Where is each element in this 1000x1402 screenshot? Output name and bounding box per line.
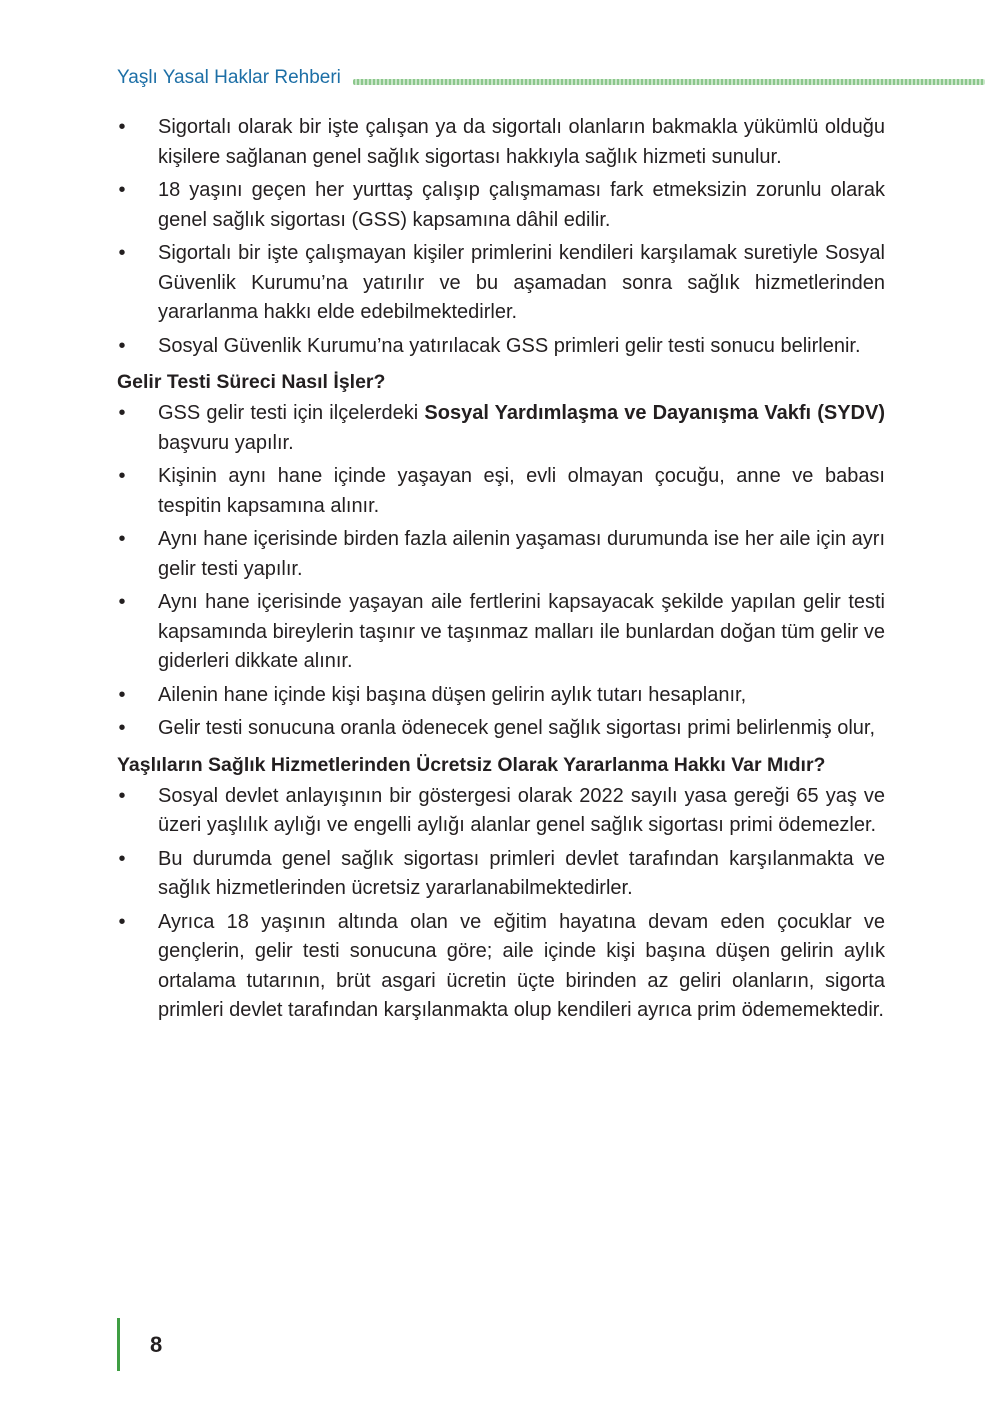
bullet-icon: •: [118, 910, 126, 933]
bullet-icon: •: [118, 683, 126, 706]
running-header: [117, 62, 985, 94]
bullet-icon: •: [118, 717, 126, 739]
bullet-icon: •: [118, 847, 126, 870]
list-item: • Sosyal devlet anlayışının bir göstergesi olarak 2022 sayılı yasa gereği 65 yaş ve üzeri yaşlılık aylığı ve engelli aylığı alanlar genel sağlık sigortası primi ödemezler.: [117, 782, 885, 841]
list-item: • Ailenin hane içinde kişi başına düşen gelirin aylık tutarı hesaplanır,: [117, 681, 885, 711]
bullet-icon: •: [118, 116, 126, 138]
list-item: • Aynı hane içerisinde yaşayan aile fertlerini kapsayacak şekilde yapılan gelir testi kapsamında bireylerin taşınır ve taşınmaz malları ile bunlardan doğan tüm gelir ve giderleri dikkate alınır.: [117, 588, 885, 677]
sydv-name: Sosyal Yardımlaşma ve Dayanışma Vakfı (SYDV): [424, 402, 885, 424]
bullet-icon: •: [118, 334, 126, 357]
page-content: [117, 113, 885, 1030]
header-title: Yaşlı Yasal Haklar Rehberi: [117, 67, 341, 88]
bullet-icon: •: [118, 784, 126, 807]
bullet-icon: •: [118, 179, 126, 201]
bullet-icon: •: [118, 591, 126, 613]
footer-accent-bar: [117, 1318, 120, 1371]
list-item: • 18 yaşını geçen her yurttaş çalışıp çalışmaması fark etmeksizin zorunlu olarak genel sağlık sigortası (GSS) kapsamına dâhil edilir.: [117, 176, 885, 235]
list-item: • Ayrıca 18 yaşının altında olan ve eğitim hayatına devam eden çocuklar ve gençlerin, gelir testi sonucuna göre; aile içinde kişi başına düşen gelirin aylık ortalama tutarının, brüt asgari ücretin üçte birinden az geliri olanların, sigorta primleri devlet tarafından karşılanmakta olup kendileri ayrıca prim ödememektedir.: [117, 908, 885, 1026]
section-heading-free-health-services: Yaşlıların Sağlık Hizmetlerinden Ücretsiz Olarak Yararlanma Hakkı Var Mıdır?: [117, 753, 826, 776]
bullet-icon: •: [118, 528, 126, 550]
list-item: • GSS gelir testi için ilçelerdeki Sosyal Yardımlaşma ve Dayanışma Vakfı (SYDV) başvuru yapılır.: [117, 399, 885, 458]
section-heading-income-test: Gelir Testi Süreci Nasıl İşler?: [117, 371, 386, 393]
list-item: • Sigortalı olarak bir işte çalışan ya da sigortalı olanların bakmakla yükümlü olduğu kişilere sağlanan genel sağlık sigortası hakkıyla sağlık hizmeti sunulur.: [117, 113, 885, 172]
bullet-icon: •: [118, 242, 126, 264]
page-number: 8: [150, 1331, 163, 1357]
page-footer: [117, 1318, 162, 1371]
list-item: • Sosyal Güvenlik Kurumu’na yatırılacak GSS primleri gelir testi sonucu belirlenir.: [117, 332, 885, 362]
list-item: • Bu durumda genel sağlık sigortası primleri devlet tarafından karşılanmakta ve sağlık hizmetlerinden ücretsiz yararlanabilmektedirler.: [117, 845, 885, 904]
header-rule: [353, 79, 985, 85]
free-services-bullet-list: [117, 782, 885, 1026]
list-item: • Sigortalı bir işte çalışmayan kişiler primlerini kendileri karşılamak suretiyle Sosyal Güvenlik Kurumu’na yatırılır ve bu aşamadan sonra sağlık hizmetlerinden yararlanma hakkı elde edebilmektedirler.: [117, 239, 885, 328]
intro-bullet-list: [117, 113, 885, 361]
list-item: • Kişinin aynı hane içinde yaşayan eşi, evli olmayan çocuğu, anne ve babası tespitin kapsamına alınır.: [117, 462, 885, 521]
income-test-bullet-list: [117, 399, 885, 744]
list-item: • Aynı hane içerisinde birden fazla ailenin yaşaması durumunda ise her aile için ayrı gelir testi yapılır.: [117, 525, 885, 584]
bullet-icon: •: [118, 465, 126, 487]
list-item: • Gelir testi sonucuna oranla ödenecek genel sağlık sigortası primi belirlenmiş olur,: [117, 714, 885, 744]
bullet-icon: •: [118, 402, 126, 424]
